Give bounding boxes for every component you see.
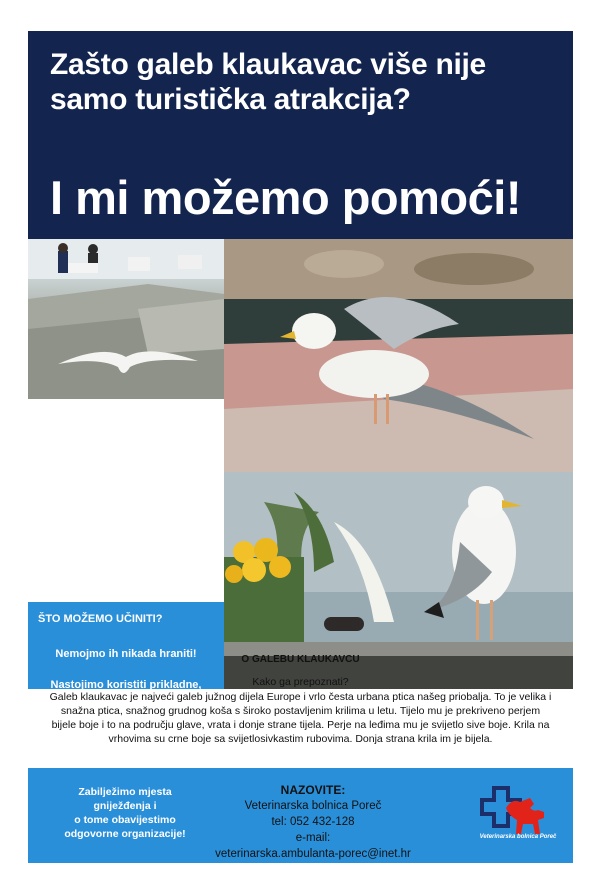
poster [28,31,573,863]
terrace-scene-illustration [28,239,224,399]
email-address[interactable]: veterinarska.ambulanta-porec@inet.hr [215,848,411,860]
contact-block [198,782,428,862]
about-body [28,690,573,746]
photo-gull-flapping [224,239,573,472]
nesting-note-line-1: Zabilježimo mjesta [78,786,172,798]
nesting-note-line-2: gniježđenja i [93,800,157,812]
photo-seaside-terrace [28,239,224,399]
vet-hospital-logo [468,778,568,858]
about-subtitle: Kako ga prepoznati? [252,676,349,688]
about-line-2: snažna ptica, snažnog grudnog koša s široko postavljenim krilima u letu. Tijelo mu je prekriveno perjem [60,705,541,717]
gull-on-boat-illustration [224,239,573,472]
actions-heading: ŠTO MOŽEMO UČINITI? [38,613,163,625]
photo-collage [28,239,573,689]
nesting-note-line-3: o tome obavijestimo [74,814,176,826]
phone-number[interactable]: tel: 052 432-128 [271,816,355,828]
nesting-note-line-4: odgovorne organizacije! [64,828,186,840]
headline-line-1: Zašto galeb klaukavac više nije [50,48,486,81]
about-line-1: Galeb klaukavac je najveći galeb južnog dijela Europe i vrlo česta urbana ptica našeg priobalja. To je velika i [49,691,552,703]
nesting-note [50,785,200,841]
headline [50,47,570,117]
email-label: e-mail: [295,832,331,844]
action-item-1-text: Nemojmo ih nikada hraniti! [55,648,197,660]
footer-banner [28,768,573,863]
slogan: I mi možemo pomoći! [50,171,521,224]
about-line-4: vrhovima su crne boje sa svijetlosivkastim rubovima. Donja strana krila im je bijela. [108,733,493,745]
about-gull-section [28,653,573,746]
logo-caption: Veterinarska bolnica Poreč [479,834,557,840]
about-line-3: bijele boje i to na području glave, vrata i donje strane tijela. Perje na leđima mu je svijetlo sive boje. Krila na [51,719,550,731]
about-title: O GALEBU KLAUKAVCU [241,654,360,665]
headline-line-2: samo turistička atrakcija? [50,83,411,116]
call-heading: NAZOVITE: [280,783,346,797]
action-item-2-line-1: Nastojimo koristiti prikladne, [50,679,202,689]
organization-name: Veterinarska bolnica Poreč [244,800,382,812]
header-banner [28,31,573,239]
